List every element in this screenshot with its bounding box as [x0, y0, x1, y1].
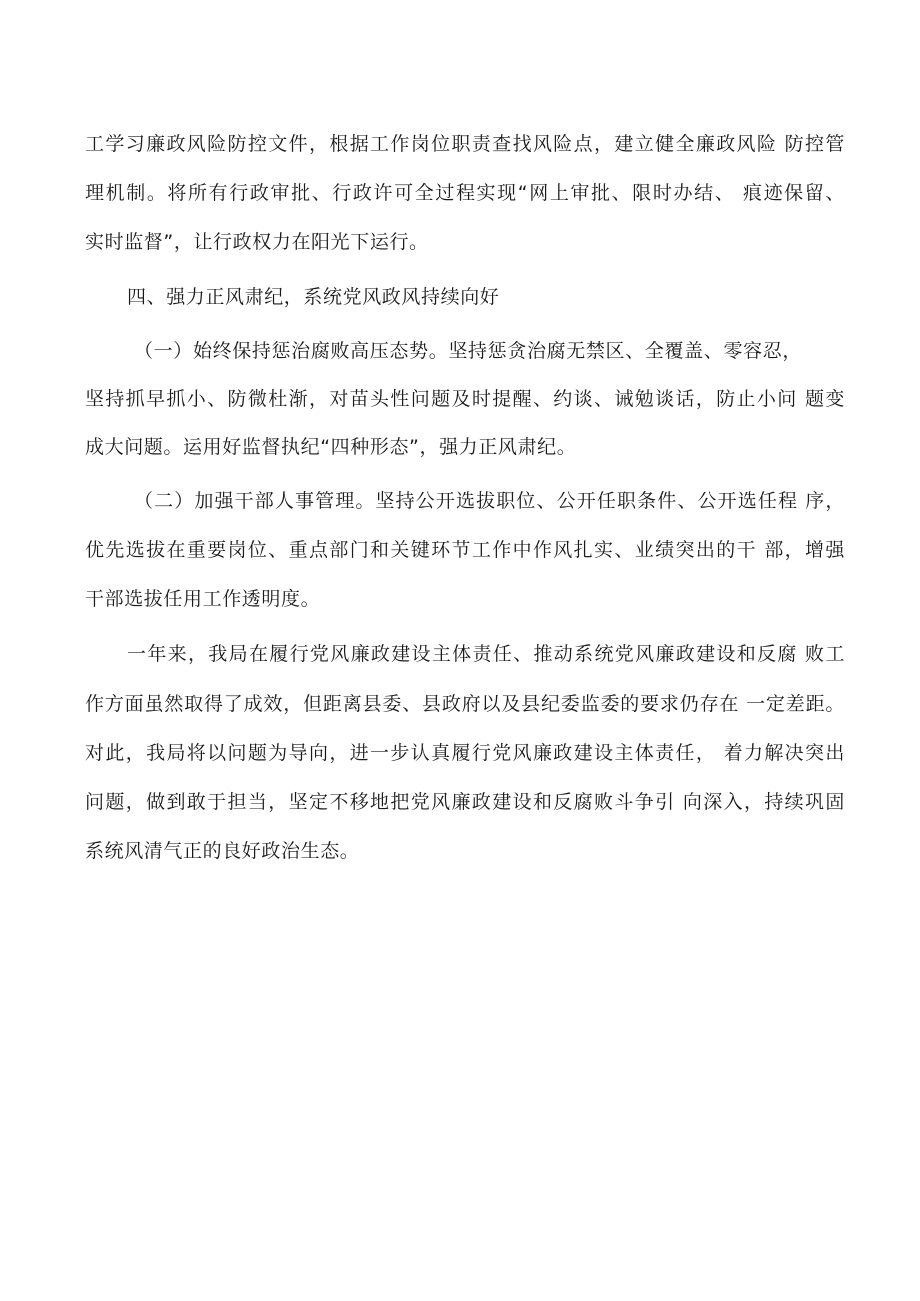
paragraph-3-line-2: 坚持抓早抓小、防微杜渐，对苗头性问题及时提醒、约谈、诫勉谈话，防止小问 题变 [85, 388, 845, 410]
paragraph-5-line-4: 问题，做到敢于担当，坚定不移地把党风廉政建设和反腐败斗争引 向深入，持续巩固 [85, 791, 845, 813]
paragraph-5-line-5: 系统风清气正的良好政治生态。 [85, 840, 360, 862]
paragraph-1-line-3: 实时监督”，让行政权力在阳光下运行。 [85, 231, 429, 253]
section-heading: 四、强力正风肃纪，系统党风政风持续向好 [127, 286, 500, 308]
paragraph-5-line-1: 一年来，我局在履行党风廉政建设主体责任、推动系统党风廉政建设和反腐 败工 [127, 643, 845, 665]
paragraph-5-line-2: 作方面虽然取得了成效，但距离县委、县政府以及县纪委监委的要求仍存在 一定差距。 [85, 693, 845, 715]
paragraph-4-line-1: （二）加强干部人事管理。坚持公开选拔职位、公开任职条件、公开选任程 序， [134, 490, 845, 512]
paragraph-3-line-1: （一）始终保持惩治腐败高压态势。坚持惩贪治腐无禁区、全覆盖、零容忍， [134, 340, 802, 362]
paragraph-1-line-1: 工学习廉政风险防控文件，根据工作岗位职责查找风险点，建立健全廉政风险 防控管 [85, 133, 845, 155]
paragraph-4-line-2: 优先选拔在重要岗位、重点部门和关键环节工作中作风扎实、业绩突出的干 部，增强 [85, 539, 845, 561]
paragraph-1-line-2: 理机制。将所有行政审批、行政许可全过程实现“网上审批、限时办结、 痕迹保留、 [85, 182, 845, 204]
paragraph-4-line-3: 干部选拔任用工作透明度。 [85, 588, 321, 610]
paragraph-5-line-3: 对此，我局将以问题为导向，进一步认真履行党风廉政建设主体责任， 着力解决突出 [85, 742, 845, 764]
paragraph-3-line-3: 成大问题。运用好监督执纪“四种形态”，强力正风肃纪。 [85, 436, 577, 458]
